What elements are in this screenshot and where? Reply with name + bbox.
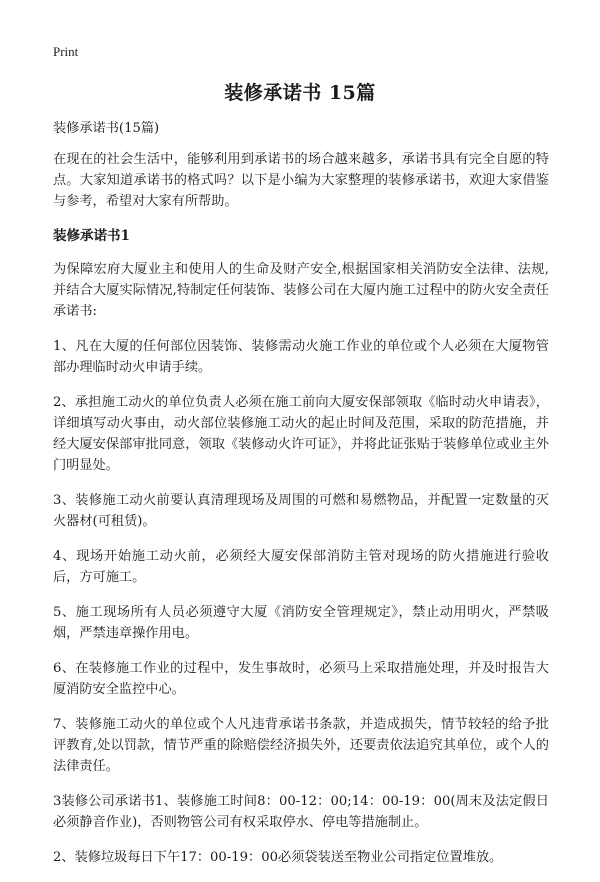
body-paragraph: 7、装修施工动火的单位或个人凡违背承诺书条款，并造成损失，情节较轻的给予批评教育,处以罚款，情节严重的除赔偿经济损失外，还要责依法追究其单位，或个人的法律责任。 <box>53 717 549 774</box>
body-paragraph: 3装修公司承诺书1、装修施工时间8：00-12：00;14：00-19：00(周末及法定假日必须静音作业)，否则物管公司有权采取停水、停电等措施制止。 <box>53 794 549 830</box>
section-heading: 装修承诺书1 <box>53 228 130 244</box>
body-paragraph: 1、凡在大厦的任何部位因装饰、装修需动火施工作业的单位或个人必须在大厦物管部办理临时动火申请手续。 <box>53 339 549 375</box>
document-title: 装修承诺书 15篇 <box>224 82 376 104</box>
body-paragraph: 6、在装修施工作业的过程中，发生事故时，必须马上采取措施处理，并及时报告大厦消防安全监控中心。 <box>53 661 549 697</box>
document-subtitle: 装修承诺书(15篇) <box>53 121 160 136</box>
body-paragraph: 2、装修垃圾每日下午17：00-19：00必须袋装送至物业公司指定位置堆放。 <box>53 850 503 865</box>
body-paragraph: 4、现场开始施工动火前，必须经大厦安保部消防主管对现场的防火措施进行验收后，方可施工。 <box>53 549 549 585</box>
body-paragraph: 2、承担施工动火的单位负责人必须在施工前向大厦安保部领取《临时动火申请表》，详细填写动火事由，动火部位装修施工动火的起止时间及范围，采取的防范措施，并经大厦安保部审批同意，领取《装修动火许可证》，并将此证张贴于装修单位或业主外门明显处。 <box>53 395 549 473</box>
body-paragraph: 5、施工现场所有人员必须遵守大厦《消防安全管理规定》，禁止动用明火，严禁吸烟，严禁违章操作用电。 <box>53 605 549 641</box>
body-paragraph: 为保障宏府大厦业主和使用人的生命及财产安全,根据国家相关消防安全法律、法规,并结合大厦实际情况,特制定任何装饰、装修公司在大厦内施工过程中的防火安全责任承诺书: <box>53 262 549 319</box>
body-paragraph: 3、装修施工动火前要认真清理现场及周围的可燃和易燃物品，并配置一定数量的灭火器材(可租赁)。 <box>53 493 549 529</box>
document-body <box>53 118 549 882</box>
print-label: Print <box>53 44 79 59</box>
intro-paragraph: 在现在的社会生活中，能够利用到承诺书的场合越来越多，承诺书具有完全自愿的特点。大家知道承诺书的格式吗？以下是小编为大家整理的装修承诺书，欢迎大家借鉴与参考，希望对大家有所帮助。 <box>53 152 549 209</box>
